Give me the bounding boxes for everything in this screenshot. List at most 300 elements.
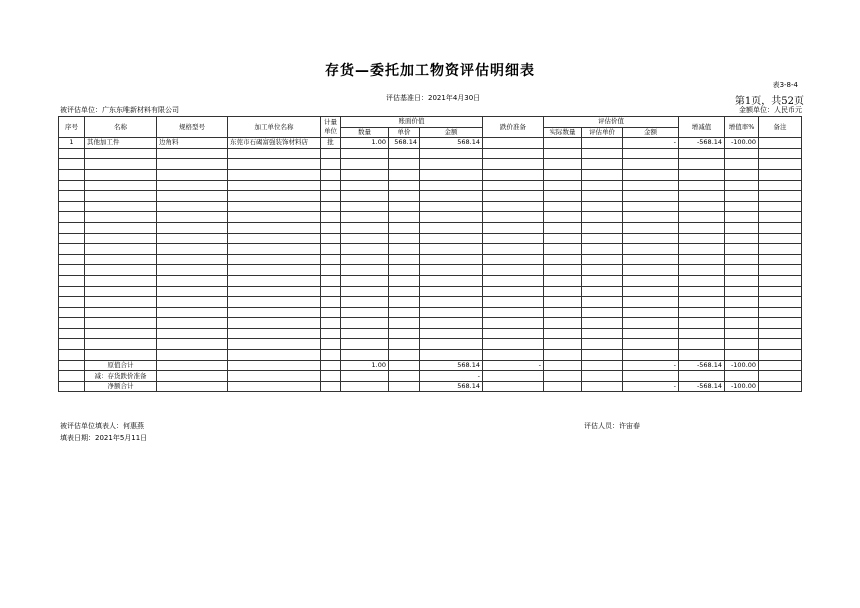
empty-cell bbox=[544, 275, 582, 286]
empty-cell bbox=[157, 159, 228, 170]
table-row bbox=[59, 307, 802, 318]
empty-cell bbox=[679, 233, 725, 244]
empty-cell bbox=[623, 180, 679, 191]
empty-cell bbox=[679, 244, 725, 255]
empty-cell bbox=[321, 318, 341, 329]
empty-cell bbox=[389, 265, 420, 276]
empty-cell bbox=[389, 244, 420, 255]
empty-cell bbox=[228, 286, 321, 297]
empty-cell bbox=[544, 318, 582, 329]
empty-cell bbox=[157, 201, 228, 212]
empty-cell bbox=[623, 201, 679, 212]
empty-cell bbox=[59, 244, 85, 255]
empty-cell bbox=[483, 265, 544, 276]
empty-cell bbox=[389, 297, 420, 308]
empty-cell bbox=[725, 297, 759, 308]
empty-cell bbox=[759, 201, 802, 212]
empty-cell bbox=[85, 191, 157, 202]
cell-processor: 东莞市石碣富强装饰材料店 bbox=[228, 138, 321, 149]
empty-cell bbox=[582, 244, 623, 255]
empty-cell bbox=[582, 318, 623, 329]
empty-cell bbox=[321, 265, 341, 276]
empty-cell bbox=[759, 169, 802, 180]
empty-cell bbox=[389, 212, 420, 223]
empty-cell bbox=[341, 297, 389, 308]
empty-cell bbox=[341, 318, 389, 329]
empty-cell bbox=[341, 244, 389, 255]
empty-cell bbox=[85, 318, 157, 329]
total-original-change: -568.14 bbox=[679, 360, 725, 371]
empty-cell bbox=[157, 180, 228, 191]
empty-cell bbox=[341, 328, 389, 339]
empty-cell bbox=[483, 286, 544, 297]
total-original-provision: - bbox=[483, 360, 544, 371]
cell-remark bbox=[759, 138, 802, 149]
empty-cell bbox=[341, 222, 389, 233]
empty-cell bbox=[759, 191, 802, 202]
empty-cell bbox=[679, 201, 725, 212]
empty-cell bbox=[157, 191, 228, 202]
empty-cell bbox=[321, 328, 341, 339]
empty-cell bbox=[85, 286, 157, 297]
empty-cell bbox=[341, 148, 389, 159]
empty-cell bbox=[228, 254, 321, 265]
empty-cell bbox=[623, 286, 679, 297]
empty-cell bbox=[341, 180, 389, 191]
empty-cell bbox=[544, 297, 582, 308]
empty-cell bbox=[582, 275, 623, 286]
empty-cell bbox=[483, 244, 544, 255]
empty-cell bbox=[157, 244, 228, 255]
empty-cell bbox=[759, 222, 802, 233]
empty-cell bbox=[321, 148, 341, 159]
empty-cell bbox=[341, 212, 389, 223]
total-less-amount: - bbox=[420, 371, 483, 382]
empty-cell bbox=[420, 212, 483, 223]
empty-cell bbox=[157, 275, 228, 286]
empty-cell bbox=[420, 222, 483, 233]
table-row bbox=[59, 275, 802, 286]
empty-cell bbox=[341, 191, 389, 202]
header-eval-unit-price: 评估单价 bbox=[582, 127, 623, 138]
empty-cell bbox=[59, 233, 85, 244]
empty-cell bbox=[321, 212, 341, 223]
empty-cell bbox=[483, 212, 544, 223]
empty-cell bbox=[759, 339, 802, 350]
table-row bbox=[59, 201, 802, 212]
empty-cell bbox=[389, 350, 420, 361]
empty-cell bbox=[759, 148, 802, 159]
empty-cell bbox=[389, 180, 420, 191]
empty-cell bbox=[341, 169, 389, 180]
table-row bbox=[59, 180, 802, 191]
cell-eval-unit-price bbox=[582, 138, 623, 149]
empty-cell bbox=[623, 148, 679, 159]
header-change: 增减值 bbox=[679, 117, 725, 138]
empty-cell bbox=[341, 275, 389, 286]
empty-cell bbox=[228, 265, 321, 276]
empty-cell bbox=[228, 318, 321, 329]
empty-cell bbox=[679, 159, 725, 170]
empty-cell bbox=[483, 307, 544, 318]
empty-cell bbox=[679, 328, 725, 339]
cell-provision bbox=[483, 138, 544, 149]
empty-cell bbox=[321, 297, 341, 308]
empty-cell bbox=[679, 191, 725, 202]
empty-cell bbox=[623, 318, 679, 329]
empty-cell bbox=[85, 350, 157, 361]
empty-cell bbox=[321, 286, 341, 297]
cell-change-rate: -100.00 bbox=[725, 138, 759, 149]
empty-cell bbox=[59, 201, 85, 212]
fill-date: 填表日期：2021年5月11日 bbox=[60, 434, 148, 442]
empty-cell bbox=[59, 286, 85, 297]
empty-cell bbox=[679, 169, 725, 180]
empty-cell bbox=[228, 328, 321, 339]
empty-cell bbox=[228, 169, 321, 180]
table-code: 表3-8-4 bbox=[772, 81, 798, 89]
empty-cell bbox=[623, 254, 679, 265]
empty-cell bbox=[420, 350, 483, 361]
empty-cell bbox=[389, 159, 420, 170]
empty-cell bbox=[623, 222, 679, 233]
empty-cell bbox=[228, 297, 321, 308]
empty-cell bbox=[483, 339, 544, 350]
empty-cell bbox=[483, 159, 544, 170]
empty-cell bbox=[582, 350, 623, 361]
empty-cell bbox=[59, 159, 85, 170]
empty-cell bbox=[759, 254, 802, 265]
empty-cell bbox=[623, 233, 679, 244]
empty-cell bbox=[679, 307, 725, 318]
page-number: 第1页，共52页 bbox=[734, 96, 804, 107]
empty-cell bbox=[420, 318, 483, 329]
empty-cell bbox=[321, 350, 341, 361]
empty-cell bbox=[544, 212, 582, 223]
empty-cell bbox=[544, 339, 582, 350]
table-row bbox=[59, 254, 802, 265]
empty-cell bbox=[544, 222, 582, 233]
empty-cell bbox=[420, 254, 483, 265]
table-row bbox=[59, 297, 802, 308]
empty-cell bbox=[679, 275, 725, 286]
empty-cell bbox=[679, 265, 725, 276]
empty-cell bbox=[420, 307, 483, 318]
header-remark: 备注 bbox=[759, 117, 802, 138]
empty-cell bbox=[759, 212, 802, 223]
total-original-label: 原值合计 bbox=[85, 360, 157, 371]
empty-cell bbox=[341, 254, 389, 265]
empty-cell bbox=[544, 233, 582, 244]
cell-eval-amount: - bbox=[623, 138, 679, 149]
empty-cell bbox=[544, 244, 582, 255]
empty-cell bbox=[483, 328, 544, 339]
empty-cell bbox=[157, 307, 228, 318]
empty-cell bbox=[725, 307, 759, 318]
empty-cell bbox=[582, 191, 623, 202]
table-row bbox=[59, 318, 802, 329]
empty-cell bbox=[725, 275, 759, 286]
empty-cell bbox=[228, 275, 321, 286]
empty-cell bbox=[341, 233, 389, 244]
empty-cell bbox=[582, 222, 623, 233]
empty-cell bbox=[679, 180, 725, 191]
empty-cell bbox=[725, 212, 759, 223]
empty-cell bbox=[544, 169, 582, 180]
empty-cell bbox=[544, 159, 582, 170]
empty-cell bbox=[483, 222, 544, 233]
cell-measure: 批 bbox=[321, 138, 341, 149]
empty-cell bbox=[59, 254, 85, 265]
empty-cell bbox=[389, 328, 420, 339]
empty-cell bbox=[623, 169, 679, 180]
empty-cell bbox=[321, 244, 341, 255]
empty-cell bbox=[389, 201, 420, 212]
empty-cell bbox=[85, 339, 157, 350]
detail-table bbox=[58, 116, 802, 392]
header-processor: 加工单位名称 bbox=[228, 117, 321, 138]
empty-cell bbox=[544, 148, 582, 159]
empty-cell bbox=[582, 307, 623, 318]
header-provision: 跌价准备 bbox=[483, 117, 544, 138]
company-name: 被评估单位：广东东唯新材料有限公司 bbox=[60, 106, 179, 114]
empty-cell bbox=[157, 286, 228, 297]
empty-cell bbox=[228, 233, 321, 244]
empty-cell bbox=[157, 233, 228, 244]
empty-cell bbox=[483, 350, 544, 361]
empty-cell bbox=[85, 212, 157, 223]
empty-cell bbox=[725, 222, 759, 233]
empty-cell bbox=[623, 244, 679, 255]
empty-cell bbox=[759, 275, 802, 286]
empty-cell bbox=[59, 180, 85, 191]
table-row bbox=[59, 191, 802, 202]
empty-cell bbox=[483, 191, 544, 202]
empty-cell bbox=[725, 254, 759, 265]
empty-cell bbox=[582, 297, 623, 308]
table-row bbox=[59, 350, 802, 361]
empty-cell bbox=[679, 254, 725, 265]
table-row bbox=[59, 286, 802, 297]
empty-cell bbox=[582, 180, 623, 191]
empty-cell bbox=[623, 275, 679, 286]
total-original-row bbox=[59, 360, 802, 371]
empty-cell bbox=[623, 297, 679, 308]
empty-cell bbox=[420, 191, 483, 202]
empty-cell bbox=[157, 339, 228, 350]
empty-cell bbox=[420, 169, 483, 180]
empty-cell bbox=[157, 318, 228, 329]
empty-cell bbox=[725, 339, 759, 350]
empty-cell bbox=[759, 180, 802, 191]
empty-cell bbox=[321, 233, 341, 244]
empty-cell bbox=[544, 307, 582, 318]
empty-cell bbox=[582, 169, 623, 180]
empty-cell bbox=[85, 297, 157, 308]
empty-cell bbox=[679, 148, 725, 159]
empty-cell bbox=[321, 307, 341, 318]
empty-cell bbox=[420, 148, 483, 159]
empty-cell bbox=[420, 244, 483, 255]
total-original-amount: 568.14 bbox=[420, 360, 483, 371]
table-row bbox=[59, 148, 802, 159]
preparer: 被评估单位填表人：何惠燕 bbox=[60, 422, 144, 430]
empty-cell bbox=[85, 244, 157, 255]
empty-cell bbox=[483, 201, 544, 212]
empty-cell bbox=[85, 254, 157, 265]
cell-spec: 边角料 bbox=[157, 138, 228, 149]
empty-cell bbox=[59, 275, 85, 286]
empty-cell bbox=[85, 180, 157, 191]
empty-cell bbox=[725, 233, 759, 244]
table-row bbox=[59, 339, 802, 350]
empty-cell bbox=[157, 297, 228, 308]
empty-cell bbox=[389, 169, 420, 180]
empty-cell bbox=[544, 265, 582, 276]
table-row bbox=[59, 244, 802, 255]
empty-cell bbox=[420, 233, 483, 244]
header-seq: 序号 bbox=[59, 117, 85, 138]
empty-cell bbox=[725, 328, 759, 339]
empty-cell bbox=[341, 339, 389, 350]
empty-cell bbox=[623, 307, 679, 318]
empty-cell bbox=[85, 233, 157, 244]
empty-cell bbox=[483, 254, 544, 265]
empty-cell bbox=[483, 148, 544, 159]
table-row bbox=[59, 328, 802, 339]
empty-cell bbox=[157, 328, 228, 339]
empty-cell bbox=[389, 148, 420, 159]
empty-cell bbox=[321, 339, 341, 350]
total-less-label: 减：存货跌价准备 bbox=[85, 371, 157, 382]
empty-cell bbox=[59, 350, 85, 361]
empty-cell bbox=[59, 265, 85, 276]
empty-cell bbox=[341, 159, 389, 170]
empty-cell bbox=[341, 350, 389, 361]
empty-cell bbox=[85, 275, 157, 286]
empty-cell bbox=[544, 191, 582, 202]
header-unit-price: 单价 bbox=[389, 127, 420, 138]
empty-cell bbox=[420, 201, 483, 212]
empty-cell bbox=[623, 212, 679, 223]
empty-cell bbox=[389, 191, 420, 202]
empty-cell bbox=[321, 254, 341, 265]
cell-seq: 1 bbox=[59, 138, 85, 149]
empty-cell bbox=[759, 233, 802, 244]
report-title: 存货—委托加工物资评估明细表 bbox=[325, 63, 535, 79]
empty-cell bbox=[623, 328, 679, 339]
empty-cell bbox=[623, 159, 679, 170]
empty-cell bbox=[321, 180, 341, 191]
empty-cell bbox=[341, 286, 389, 297]
total-original-eval-amount: - bbox=[623, 360, 679, 371]
table-row bbox=[59, 169, 802, 180]
cell-name: 其他加工件 bbox=[85, 138, 157, 149]
total-net-change-rate: -100.00 bbox=[725, 381, 759, 392]
empty-cell bbox=[157, 148, 228, 159]
empty-cell bbox=[228, 159, 321, 170]
cell-actual-qty bbox=[544, 138, 582, 149]
empty-cell bbox=[582, 265, 623, 276]
empty-cell bbox=[420, 180, 483, 191]
empty-cell bbox=[157, 212, 228, 223]
empty-cell bbox=[759, 265, 802, 276]
empty-cell bbox=[725, 148, 759, 159]
empty-cell bbox=[725, 201, 759, 212]
empty-cell bbox=[59, 222, 85, 233]
empty-cell bbox=[582, 339, 623, 350]
empty-cell bbox=[582, 212, 623, 223]
empty-cell bbox=[725, 318, 759, 329]
table-row bbox=[59, 212, 802, 223]
empty-cell bbox=[389, 307, 420, 318]
empty-cell bbox=[483, 318, 544, 329]
empty-cell bbox=[623, 339, 679, 350]
table-row bbox=[59, 159, 802, 170]
empty-cell bbox=[544, 254, 582, 265]
empty-cell bbox=[228, 244, 321, 255]
cell-amount: 568.14 bbox=[420, 138, 483, 149]
empty-cell bbox=[85, 169, 157, 180]
empty-cell bbox=[759, 244, 802, 255]
empty-cell bbox=[420, 339, 483, 350]
header-change-rate: 增值率% bbox=[725, 117, 759, 138]
empty-cell bbox=[544, 286, 582, 297]
empty-cell bbox=[679, 339, 725, 350]
empty-cell bbox=[228, 180, 321, 191]
total-net-change: -568.14 bbox=[679, 381, 725, 392]
cell-qty: 1.00 bbox=[341, 138, 389, 149]
empty-cell bbox=[59, 191, 85, 202]
empty-cell bbox=[85, 307, 157, 318]
empty-cell bbox=[725, 286, 759, 297]
empty-cell bbox=[321, 201, 341, 212]
empty-cell bbox=[679, 286, 725, 297]
base-date: 评估基准日：2021年4月30日 bbox=[386, 94, 481, 102]
empty-cell bbox=[59, 339, 85, 350]
empty-cell bbox=[759, 286, 802, 297]
empty-cell bbox=[157, 169, 228, 180]
header-eval-amount: 金额 bbox=[623, 127, 679, 138]
cell-unit-price: 568.14 bbox=[389, 138, 420, 149]
empty-cell bbox=[582, 328, 623, 339]
empty-cell bbox=[725, 244, 759, 255]
empty-cell bbox=[389, 339, 420, 350]
cell-change: -568.14 bbox=[679, 138, 725, 149]
empty-cell bbox=[59, 328, 85, 339]
total-original-qty: 1.00 bbox=[341, 360, 389, 371]
header-amount: 金额 bbox=[420, 127, 483, 138]
total-original-change-rate: -100.00 bbox=[725, 360, 759, 371]
empty-cell bbox=[420, 297, 483, 308]
empty-cell bbox=[228, 350, 321, 361]
total-less-row bbox=[59, 371, 802, 382]
empty-cell bbox=[725, 191, 759, 202]
empty-cell bbox=[321, 191, 341, 202]
empty-cell bbox=[483, 233, 544, 244]
empty-cell bbox=[725, 265, 759, 276]
header-eval-value: 评估价值 bbox=[544, 117, 679, 128]
empty-cell bbox=[59, 212, 85, 223]
empty-cell bbox=[483, 169, 544, 180]
empty-cell bbox=[679, 222, 725, 233]
empty-cell bbox=[623, 191, 679, 202]
empty-cell bbox=[544, 328, 582, 339]
empty-cell bbox=[725, 350, 759, 361]
empty-cell bbox=[389, 318, 420, 329]
empty-cell bbox=[420, 328, 483, 339]
empty-cell bbox=[85, 148, 157, 159]
